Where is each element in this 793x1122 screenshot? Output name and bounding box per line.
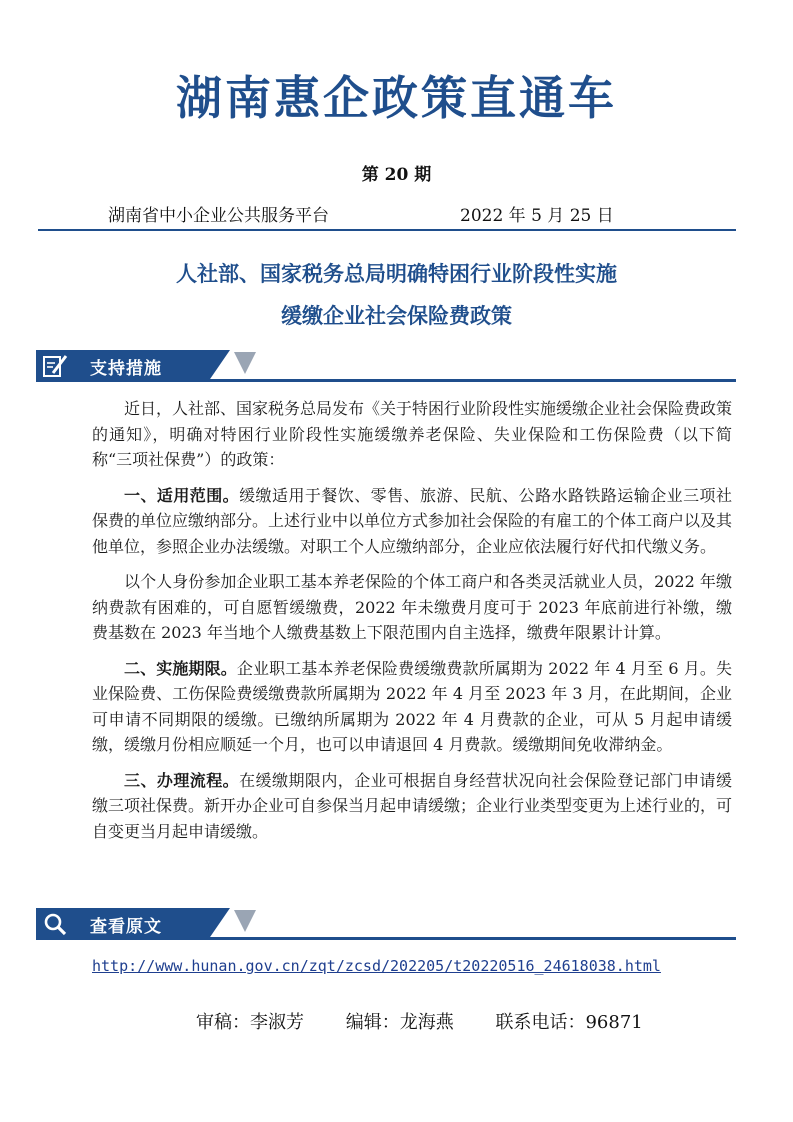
section-header-measures [36,350,736,382]
footer-editor: 编辑：龙海燕 [345,1012,454,1033]
scope-heading: 一、适用范围。 [124,485,240,505]
section-accent-triangle [234,910,256,932]
section-header-source [36,908,736,940]
article-body [92,396,732,854]
scope-text: 缓缴适用于餐饮、零售、旅游、民航、公路水路铁路运输企业三项社保费的单位应缴纳部分。上述行业中以单位方式参加社会保险的有雇工的个体工商户以及其他单位，参照企业办法缓缴。对职工个人应缴纳部分，企业应依法履行好代扣代缴义务。 [92,485,733,556]
period-heading: 二、实施期限。 [124,658,237,678]
article-headline-line2: 缓缴企业社会保险费政策 [281,304,512,328]
masthead-title: 湖南惠企政策直通车 [176,71,617,125]
process-text: 在缓缴期限内，企业可根据自身经营状况向社会保险登记部门申请缓缴三项社保费。新开办企业可自参保当月起申请缓缴；企业行业类型变更为上述行业的，可自变更当月起申请缓缴。 [92,770,733,841]
paragraph-process [92,768,732,845]
paragraph-scope [92,483,732,560]
header-divider [38,229,736,231]
pen-paper-icon [38,352,72,380]
paragraph-individuals: 以个人身份参加企业职工基本养老保险的个体工商户和各类灵活就业人员，2022 年缴纳费款有困难的，可自愿暂缓缴费，2022 年未缴费月度可于 2023 年底前进行补缴，缴费基数在 2023 年当地个人缴费基数上下限范围内自主选择，缴费年限累计计算。 [92,572,732,642]
period-text: 企业职工基本养老保险费缓缴费款所属期为 2022 年 4 月至 6 月。失业保险费、工伤保险费缓缴费款所属期为 2022 年 4 月至 2023 年 3 月，在此期间，企业可申请不同期限的缓缴。已缴纳所属期为 2022 年 4 月费款的企业，可从 5 月起申请缓缴，缓缴月份相应顺延一个月，也可以申请退回 4 月费款。缓缴期间免收滞纳金。 [92,658,732,754]
footer-reviewer: 审稿：李淑芳 [196,1012,304,1033]
section-tab-edge [208,350,230,382]
source-link[interactable]: http://www.hunan.gov.cn/zqt/zcsd/202205/t20220516_24618038.html [92,957,661,975]
paragraph-period [92,656,732,758]
process-heading: 三、办理流程。 [124,770,240,790]
paragraph-intro: 近日，人社部、国家税务总局发布《关于特困行业阶段性实施缓缴企业社会保险费政策的通知》，明确对特困行业阶段性实施缓缴养老保险、失业保险和工伤保险费（以下简称“三项社保费”）的政策： [92,399,733,469]
issue-number: 第 20 期 [361,165,432,185]
article-headline-line1: 人社部、国家税务总局明确特困行业阶段性实施 [176,262,617,286]
footer-credits [196,1008,679,1034]
section-accent-triangle [234,352,256,374]
section-title-source: 查看原文 [90,917,162,937]
footer-phone: 联系电话：96871 [495,1012,643,1033]
publisher-name: 湖南省中小企业公共服务平台 [108,206,329,226]
publish-date: 2022 年 5 月 25 日 [460,206,614,226]
section-title-measures: 支持措施 [90,359,162,379]
magnifier-icon [38,910,72,938]
section-tab-edge [208,908,230,940]
